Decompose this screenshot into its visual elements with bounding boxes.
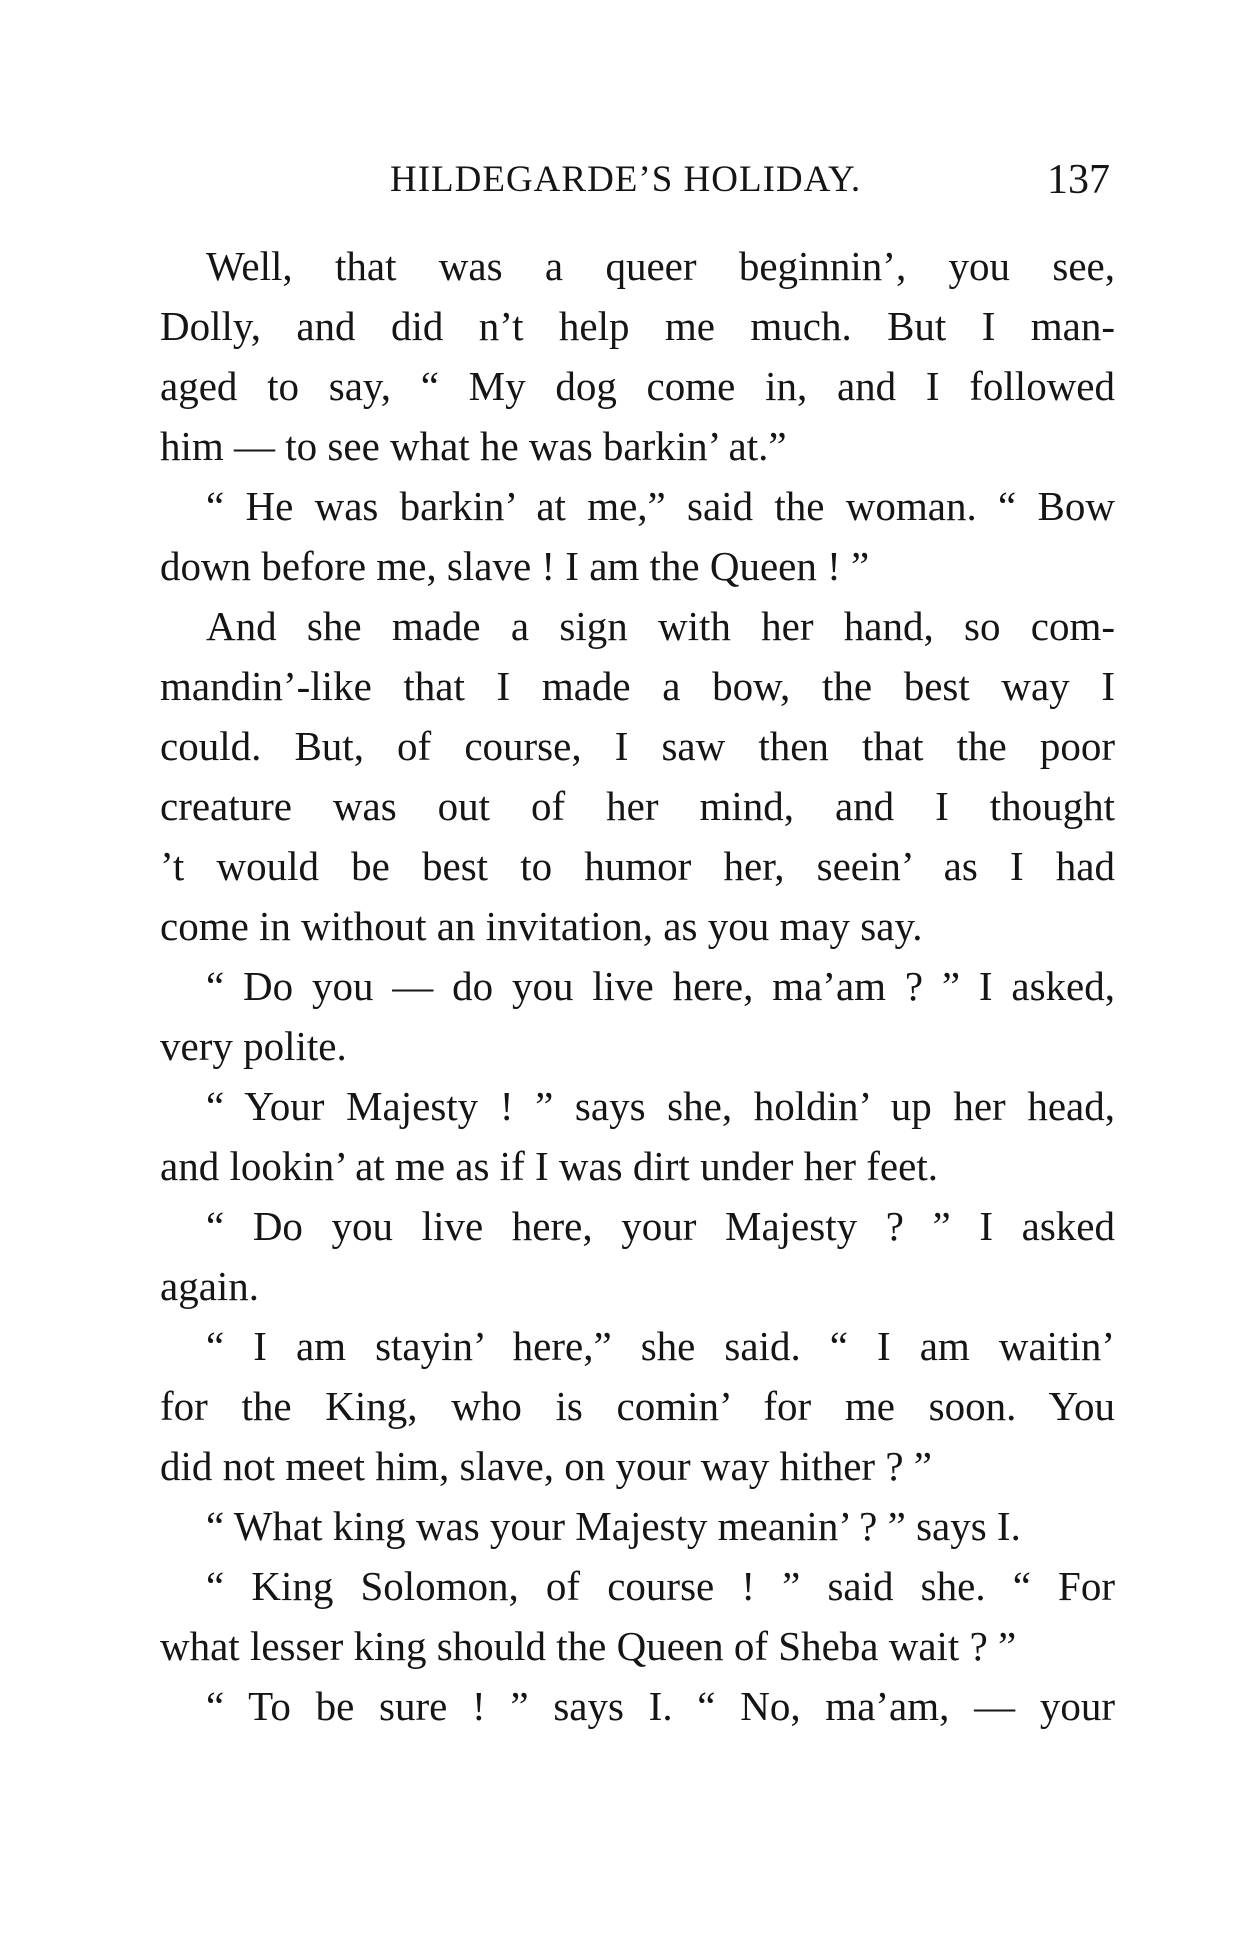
text-line: And she made a sign with her hand, so com- xyxy=(206,603,1115,649)
text-line: “ To be sure ! ” says I. “ No, ma’am, — your xyxy=(206,1683,1115,1729)
text-line: ’t would be best to humor her, seein’ as I had xyxy=(160,843,1115,889)
text-line: and lookin’ at me as if I was dirt under her feet. xyxy=(160,1143,938,1189)
text-line: down before me, slave ! I am the Queen ! ” xyxy=(160,543,870,589)
text-line: him — to see what he was barkin’ at.” xyxy=(160,423,787,469)
text-line: again. xyxy=(160,1263,260,1309)
text-line: “ What king was your Majesty meanin’ ? ” says I. xyxy=(206,1503,1021,1549)
text-line: “ King Solomon, of course ! ” said she. “ For xyxy=(206,1563,1115,1609)
text-line: for the King, who is comin’ for me soon. You xyxy=(160,1383,1115,1429)
text-line: “ He was barkin’ at me,” said the woman. “ Bow xyxy=(206,483,1115,529)
running-head xyxy=(160,150,1120,210)
page-number: 137 xyxy=(1047,157,1110,203)
text-line: Dolly, and did n’t help me much. But I man- xyxy=(160,303,1115,349)
text-line: mandin’-like that I made a bow, the best way I xyxy=(160,663,1115,709)
text-line: Well, that was a queer beginnin’, you see, xyxy=(206,243,1115,289)
running-title: HILDEGARDE’S HOLIDAY. xyxy=(390,159,862,200)
text-line: very polite. xyxy=(160,1023,347,1069)
text-line: “ I am stayin’ here,” she said. “ I am waitin’ xyxy=(206,1323,1115,1369)
text-line: creature was out of her mind, and I thought xyxy=(160,783,1115,829)
text-line: “ Do you live here, your Majesty ? ” I asked xyxy=(206,1203,1115,1249)
body-text xyxy=(160,236,1115,1736)
text-line: “ Do you — do you live here, ma’am ? ” I asked, xyxy=(206,963,1115,1009)
text-line: what lesser king should the Queen of Sheba wait ? ” xyxy=(160,1623,1017,1669)
text-line: did not meet him, slave, on your way hither ? ” xyxy=(160,1443,932,1489)
text-line: aged to say, “ My dog come in, and I followed xyxy=(160,363,1115,409)
text-line: come in without an invitation, as you may say. xyxy=(160,903,923,949)
text-line: could. But, of course, I saw then that the poor xyxy=(160,723,1115,769)
text-line: “ Your Majesty ! ” says she, holdin’ up her head, xyxy=(206,1083,1115,1129)
